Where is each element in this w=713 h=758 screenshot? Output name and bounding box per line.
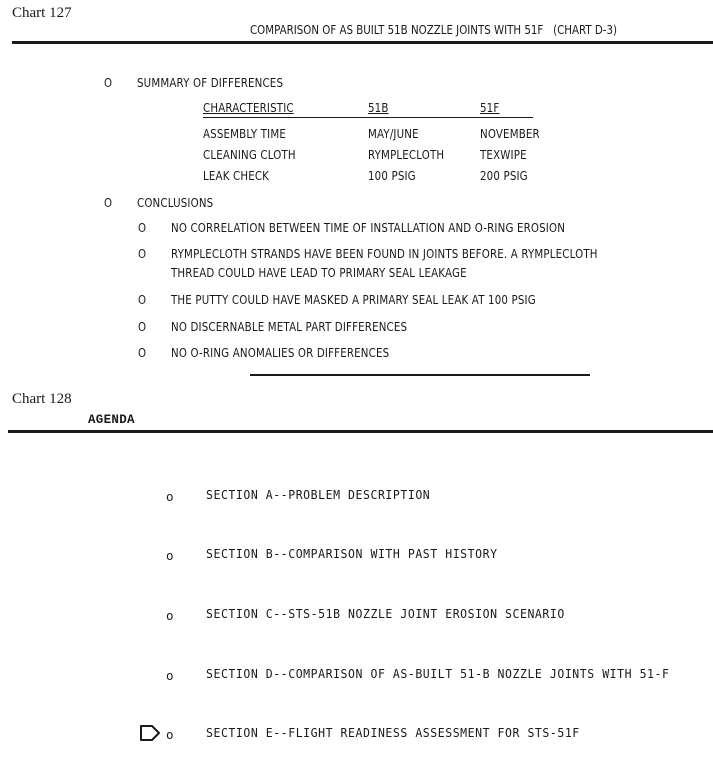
list-bullet: O (138, 292, 147, 307)
conclusions-heading: CONCLUSIONS (137, 195, 214, 210)
list-text: THREAD COULD HAVE LEAD TO PRIMARY SEAL LEAKAGE (171, 265, 467, 280)
agenda-item-text: SECTION C--STS-51B NOZZLE JOINT EROSION SCENARIO (206, 606, 565, 621)
table-header-51b: 51B (368, 100, 389, 115)
header-rule (12, 41, 713, 44)
conclusions-bullet: O (104, 195, 113, 210)
chart-ref: (CHART D-3) (553, 22, 617, 37)
table-cell: LEAK CHECK (203, 168, 270, 183)
summary-heading: SUMMARY OF DIFFERENCES (137, 75, 284, 90)
agenda-bullet: o (166, 608, 174, 623)
arrow-pointer-icon (139, 723, 161, 743)
agenda-item-text: SECTION D--COMPARISON OF AS-BUILT 51-B NOZZLE JOINTS WITH 51-F (206, 666, 670, 681)
table-header-underline (203, 117, 533, 118)
list-text: RYMPLECLOTH STRANDS HAVE BEEN FOUND IN JOINTS BEFORE. A RYMPLECLOTH (171, 246, 598, 261)
agenda-item-text: SECTION E--FLIGHT READINESS ASSESSMENT FOR STS-51F (206, 725, 580, 740)
section-end-rule (250, 374, 590, 376)
list-bullet: O (138, 345, 147, 360)
agenda-bullet: o (166, 727, 174, 742)
agenda-bullet: o (166, 489, 174, 504)
table-cell: 100 PSIG (368, 168, 416, 183)
agenda-item-text: SECTION B--COMPARISON WITH PAST HISTORY (206, 546, 498, 561)
table-cell: 200 PSIG (480, 168, 528, 183)
agenda-bullet: o (166, 548, 174, 563)
list-text: NO CORRELATION BETWEEN TIME OF INSTALLATION AND O-RING EROSION (171, 220, 566, 235)
list-text: NO DISCERNABLE METAL PART DIFFERENCES (171, 319, 408, 334)
agenda-bullet: o (166, 668, 174, 683)
table-cell: RYMPLECLOTH (368, 147, 445, 162)
agenda-header-rule (8, 430, 713, 433)
chart-127-label: Chart 127 (12, 5, 72, 21)
table-cell: MAY/JUNE (368, 126, 419, 141)
list-bullet: O (138, 319, 147, 334)
chart-128-label: Chart 128 (12, 391, 72, 407)
summary-bullet: O (104, 75, 113, 90)
table-header-characteristic: CHARACTERISTIC (203, 100, 294, 115)
table-cell: NOVEMBER (480, 126, 540, 141)
table-header-51f: 51F (480, 100, 500, 115)
list-text: THE PUTTY COULD HAVE MASKED A PRIMARY SEAL LEAK AT 100 PSIG (171, 292, 536, 307)
table-cell: TEXWIPE (480, 147, 527, 162)
table-cell: ASSEMBLY TIME (203, 126, 286, 141)
table-cell: CLEANING CLOTH (203, 147, 296, 162)
list-bullet: O (138, 246, 147, 261)
agenda-title: AGENDA (88, 413, 135, 427)
list-text: NO O-RING ANOMALIES OR DIFFERENCES (171, 345, 390, 360)
agenda-item-text: SECTION A--PROBLEM DESCRIPTION (206, 487, 431, 502)
chart-127-title: COMPARISON OF AS BUILT 51B NOZZLE JOINTS WITH 51F (CHART D-3) (250, 22, 617, 37)
list-bullet: O (138, 220, 147, 235)
